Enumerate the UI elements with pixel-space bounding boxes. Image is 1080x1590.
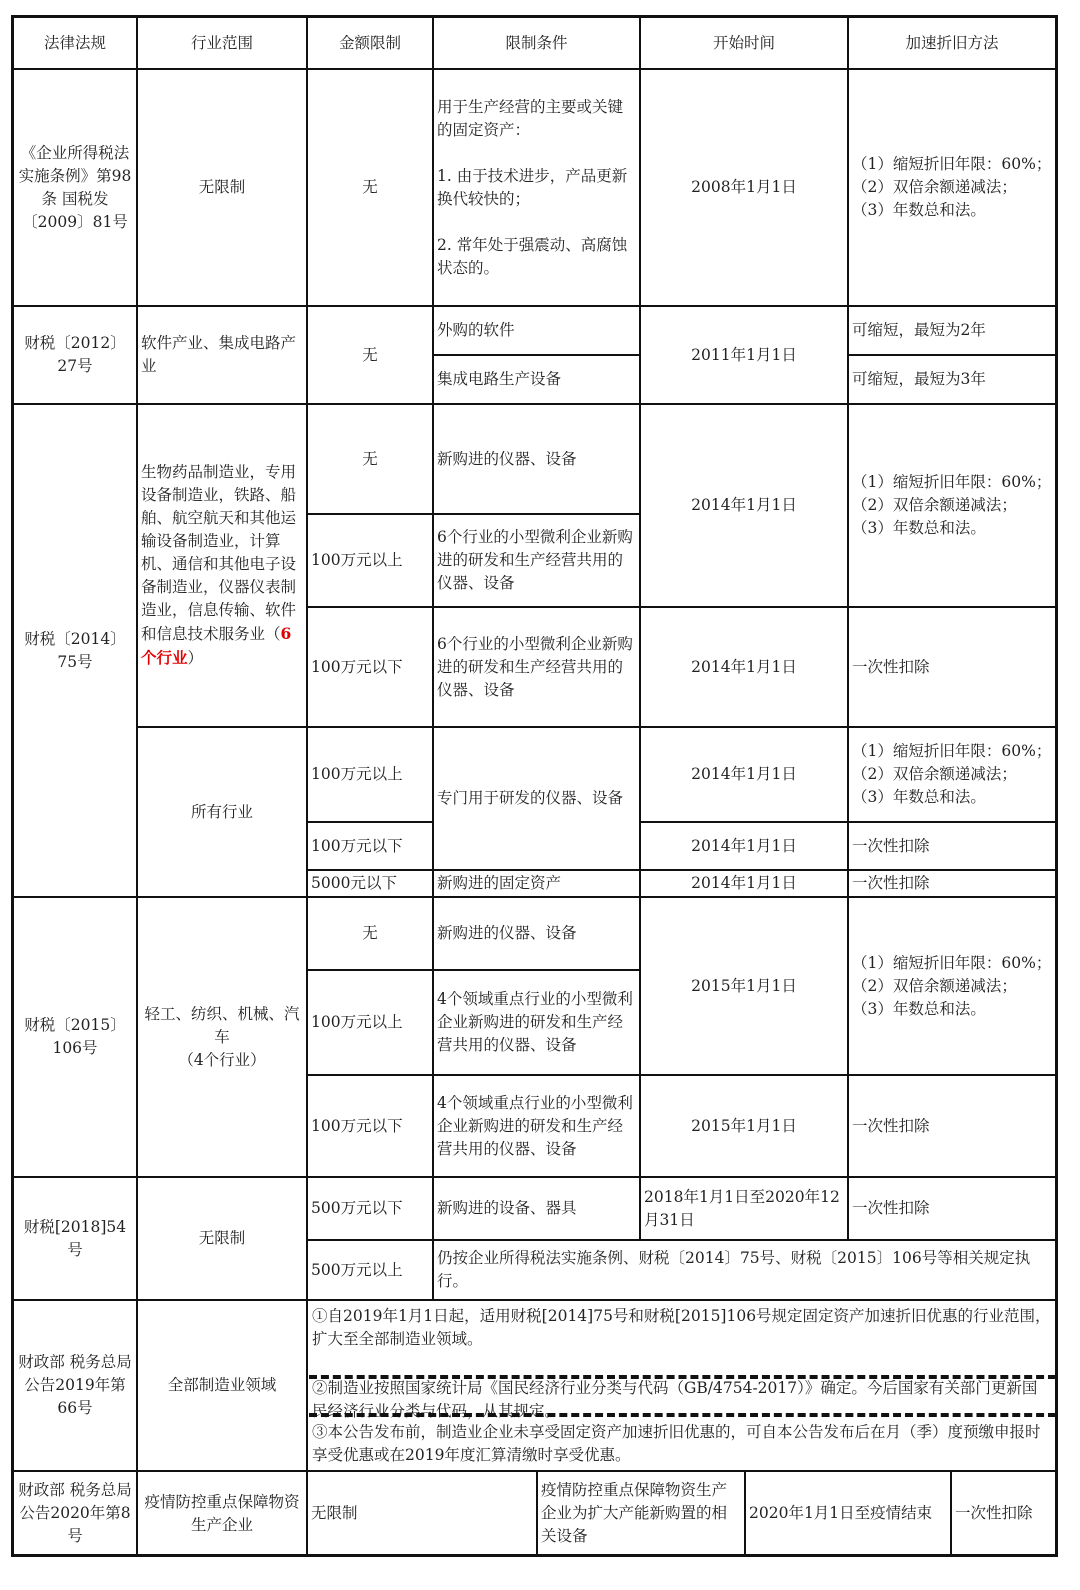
notice-item: ①自2019年1月1日起，适用财税[2014]75号和财税[2015]106号规定固定资产加速折旧优惠的行业范围，扩大至全部制造业领域。 (312, 1307, 1051, 1348)
notice-item: ③本公告发布前，制造业企业未享受固定资产加速折旧优惠的，可自本公告发布后在月（季）度预缴申报时享受优惠或在2019年度汇算清缴时享受优惠。 (312, 1423, 1041, 1464)
method-cell: 一次性扣除 (950, 1470, 1057, 1557)
method-line: （1）缩短折旧年限：60%； (852, 953, 1052, 972)
method-line: （2）双倍余额递减法； (852, 765, 1017, 783)
method-line: （2）双倍余额递减法； (852, 496, 1017, 514)
scope-cell: 无限制 (136, 1176, 308, 1301)
law-cell: 财税〔2015〕106号 (12, 896, 138, 1178)
start-cell: 2015年1月1日 (639, 896, 849, 1076)
header-condition: 限制条件 (432, 16, 641, 70)
method-line: （3）年数总和法。 (852, 201, 986, 219)
method-line: （2）双倍余额递减法； (852, 178, 1017, 196)
start-cell: 2018年1月1日至2020年12月31日 (639, 1176, 849, 1241)
amount-cell: 100万元以下 (306, 821, 434, 871)
scope-cell: 全部制造业领域 (136, 1299, 308, 1472)
condition-cell: 集成电路生产设备 (432, 354, 641, 405)
scope-text: （4个行业） (178, 1050, 266, 1069)
method-line: （1）缩短折旧年限：60%； (852, 155, 1052, 173)
condition-line: 1. 由于技术进步，产品更新换代较快的； (437, 166, 628, 208)
law-cell: 财政部 税务总局公告2019年第66号 (12, 1299, 138, 1472)
amount-cell: 500万元以上 (306, 1239, 434, 1301)
header-start: 开始时间 (639, 16, 849, 70)
header-method: 加速折旧方法 (847, 16, 1057, 70)
condition-cell: 新购进的仪器、设备 (432, 403, 641, 515)
method-cell (847, 896, 1057, 1076)
method-cell: 可缩短，最短为3年 (847, 354, 1057, 405)
law-cell: 财税[2018]54号 (12, 1176, 138, 1301)
header-scope: 行业范围 (136, 16, 308, 70)
method-cell (847, 726, 1057, 823)
start-cell: 2020年1月1日至疫情结束 (744, 1470, 952, 1557)
scope-text: 生物药品制造业，专用设备制造业，铁路、船舶、航空航天和其他运输设备制造业，计算机、通信和其他电子设备制造业，仪器仪表制造业，信息传输、软件和信息技术服务业（ (141, 463, 297, 643)
condition-cell: 6个行业的小型微利企业新购进的研发和生产经营共用的仪器、设备 (432, 606, 641, 728)
amount-cell: 无 (306, 68, 434, 307)
start-cell: 2014年1月1日 (639, 726, 849, 823)
law-cell: 《企业所得税法实施条例》第98条 国税发〔2009〕81号 (12, 68, 138, 307)
condition-line: 2. 常年处于强震动、高腐蚀状态的。 (437, 235, 628, 277)
condition-cell: 新购进的仪器、设备 (432, 896, 641, 971)
amount-cell: 100万元以上 (306, 513, 434, 608)
start-cell: 2015年1月1日 (639, 1074, 849, 1178)
amount-cell: 无 (306, 305, 434, 405)
amount-cell: 100万元以下 (306, 606, 434, 728)
scope-text: ） (187, 649, 204, 667)
method-cell (847, 68, 1057, 307)
condition-cell: 仍按企业所得税法实施条例、财税〔2014〕75号、财税〔2015〕106号等相关规定执行。 (432, 1239, 1057, 1301)
start-cell: 2014年1月1日 (639, 606, 849, 728)
condition-line: 用于生产经营的主要或关键的固定资产： (437, 97, 624, 139)
method-cell: 可缩短，最短为2年 (847, 305, 1057, 356)
method-line: （1）缩短折旧年限：60%； (852, 742, 1052, 760)
scope-cell (136, 403, 308, 728)
method-cell: 一次性扣除 (847, 1176, 1057, 1241)
scope-cell: 所有行业 (136, 726, 308, 898)
amount-cell: 5000元以下 (306, 869, 434, 898)
method-cell: 一次性扣除 (847, 821, 1057, 871)
start-cell: 2014年1月1日 (639, 403, 849, 608)
amount-cell: 100万元以上 (306, 726, 434, 823)
method-line: （3）年数总和法。 (852, 788, 986, 806)
amount-cell: 无 (306, 403, 434, 515)
start-cell: 2014年1月1日 (639, 869, 849, 898)
method-line: （1）缩短折旧年限：60%； (852, 473, 1052, 491)
start-cell: 2014年1月1日 (639, 821, 849, 871)
condition-cell (432, 68, 641, 307)
dashed-divider (309, 1413, 1056, 1417)
method-line: （3）年数总和法。 (852, 519, 986, 537)
method-line: （3）年数总和法。 (852, 999, 986, 1018)
notice-cell (306, 1299, 1057, 1472)
condition-cell: 新购进的设备、器具 (432, 1176, 641, 1241)
amount-cell: 500万元以下 (306, 1176, 434, 1241)
notice-item: ②制造业按照国家统计局《国民经济行业分类与代码（GB/4754-2017）》确定。今后国家有关部门更新国民经济行业分类与代码，从其规定。 (312, 1379, 1038, 1420)
dashed-divider (309, 1375, 1056, 1379)
scope-text: 轻工、纺织、机械、汽车 (144, 1004, 300, 1046)
start-cell: 2008年1月1日 (639, 68, 849, 307)
method-cell: 一次性扣除 (847, 1074, 1057, 1178)
condition-cell: 新购进的固定资产 (432, 869, 641, 898)
condition-cell: 4个领域重点行业的小型微利企业新购进的研发和生产经营共用的仪器、设备 (432, 1074, 641, 1178)
method-cell (847, 403, 1057, 608)
condition-cell: 6个行业的小型微利企业新购进的研发和生产经营共用的仪器、设备 (432, 513, 641, 608)
condition-cell: 外购的软件 (432, 305, 641, 356)
scope-cell: 软件产业、集成电路产业 (136, 305, 308, 405)
condition-cell: 专门用于研发的仪器、设备 (432, 726, 641, 871)
condition-cell: 疫情防控重点保障物资生产企业为扩大产能新购置的相关设备 (536, 1470, 746, 1557)
header-law: 法律法规 (12, 16, 138, 70)
start-cell: 2011年1月1日 (639, 305, 849, 405)
method-line: （2）双倍余额递减法； (852, 976, 1017, 995)
amount-cell: 无限制 (306, 1470, 538, 1557)
header-amount: 金额限制 (306, 16, 434, 70)
amount-cell: 无 (306, 896, 434, 971)
method-cell: 一次性扣除 (847, 869, 1057, 898)
law-cell: 财税〔2014〕75号 (12, 403, 138, 898)
scope-cell: 疫情防控重点保障物资生产企业 (136, 1470, 308, 1557)
law-cell: 财政部 税务总局公告2020年第8号 (12, 1470, 138, 1557)
scope-cell (136, 896, 308, 1178)
condition-cell: 4个领域重点行业的小型微利企业新购进的研发和生产经营共用的仪器、设备 (432, 969, 641, 1076)
scope-highlight: 6个行业 (141, 624, 292, 667)
law-cell: 财税〔2012〕27号 (12, 305, 138, 405)
amount-cell: 100万元以下 (306, 1074, 434, 1178)
scope-cell: 无限制 (136, 68, 308, 307)
amount-cell: 100万元以上 (306, 969, 434, 1076)
method-cell: 一次性扣除 (847, 606, 1057, 728)
